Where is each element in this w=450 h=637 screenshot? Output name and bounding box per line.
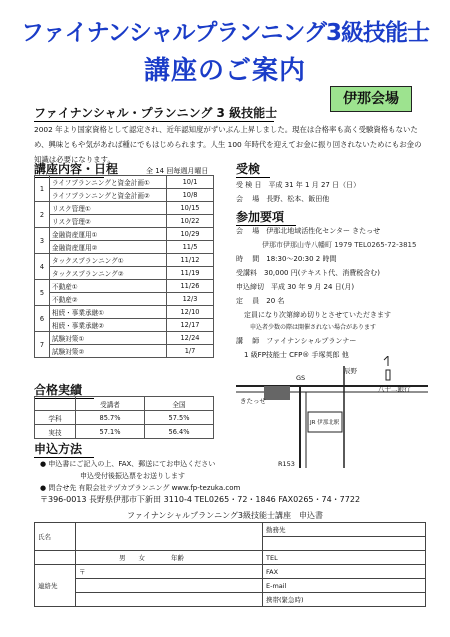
page-subtitle: 講座のご案内 [143, 56, 306, 86]
schedule-group-number: 2 [35, 202, 50, 228]
page-title: ファイナンシャルプランニング3級技能士 [21, 20, 429, 46]
schedule-table [34, 175, 214, 358]
schedule-row [35, 241, 214, 254]
schedule-date: 10/8 [167, 189, 214, 202]
schedule-note: 全 14 回毎週月曜日 [146, 167, 209, 175]
form-age-label: 年齢 [171, 554, 184, 562]
results-cell: 57.1% [76, 425, 145, 439]
map-label-station: JR 伊那北駅 [310, 420, 340, 426]
schedule-date: 10/22 [167, 215, 214, 228]
location-badge: 伊那会場 [330, 86, 412, 112]
schedule-date: 10/15 [167, 202, 214, 215]
results-cell: 57.5% [145, 411, 214, 425]
application-form [34, 522, 426, 607]
participation-capacity-label: 定 員 [236, 297, 260, 305]
apply-heading: 申込方法 [34, 440, 94, 458]
participation-fee-value: 30,000 円(テキスト代、消費税含む) [264, 269, 381, 277]
schedule-topic: 金融資産運用② [50, 241, 167, 254]
schedule-date: 10/1 [167, 176, 214, 189]
participation-lecturer-label: 講 師 [236, 337, 260, 345]
schedule-date: 10/29 [167, 228, 214, 241]
schedule-row [35, 332, 214, 345]
schedule-group-number: 5 [35, 280, 50, 306]
results-cell: 56.4% [145, 425, 214, 439]
participation-deadline-label: 申込締切 [236, 283, 264, 291]
exam-date [236, 180, 360, 190]
participation-capacity-note1: 定員になり次第締め切りとさせていただきます [244, 311, 391, 319]
results-table [34, 396, 214, 439]
schedule-topic: 試験対策① [50, 332, 167, 345]
map-label-hachijunin: 八十二銀行 [378, 385, 411, 393]
form-gender-cell [35, 551, 76, 565]
access-map [236, 356, 428, 468]
schedule-topic: 不動産① [50, 280, 167, 293]
schedule-date: 12/3 [167, 293, 214, 306]
results-cell: 85.7% [76, 411, 145, 425]
schedule-topic: リスク管理① [50, 202, 167, 215]
results-heading: 合格実績 [34, 381, 94, 399]
form-contact-label: 連絡先 [35, 565, 76, 607]
form-mobile-label: 携帯(緊急時) [266, 596, 304, 604]
form-mobile[interactable] [263, 593, 426, 607]
form-gender-age[interactable] [76, 551, 263, 565]
participation-venue-label: 会 場 [236, 227, 260, 235]
schedule-row [35, 254, 214, 267]
participation-heading: 参加要項 [236, 208, 296, 226]
exam-heading: 受検 [236, 160, 270, 178]
form-postal[interactable] [76, 565, 263, 579]
schedule-topic: 不動産② [50, 293, 167, 306]
schedule-row [35, 228, 214, 241]
participation-deadline [236, 282, 354, 292]
schedule-group-number: 4 [35, 254, 50, 280]
map-label-route: R153 [278, 460, 295, 468]
form-address-input2[interactable] [76, 593, 263, 607]
form-tel-label: TEL [266, 553, 278, 562]
schedule-topic: リスク管理② [50, 215, 167, 228]
form-workplace-input[interactable] [263, 537, 426, 551]
form-tel[interactable] [263, 551, 426, 565]
exam-venue-value: 長野、松本、飯田他 [266, 195, 330, 203]
schedule-topic: ライフプランニングと資金計画② [50, 189, 167, 202]
apply-line1: ● 申込書にご記入の上、FAX、郵送にてお申込ください [40, 460, 216, 468]
schedule-row [35, 293, 214, 306]
schedule-group-number: 3 [35, 228, 50, 254]
exam-date-value: 平成 31 年 1 月 27 日（日） [268, 181, 361, 189]
schedule-row [35, 189, 214, 202]
participation-deadline-value: 平成 30 年 9 月 24 日(月) [271, 283, 355, 291]
results-corner [35, 397, 76, 411]
map-label-gs: GS [296, 374, 306, 382]
form-name-input[interactable] [76, 523, 263, 551]
participation-capacity-note2: 申込者少数の際は開催されない場合があります [250, 324, 377, 331]
schedule-row [35, 202, 214, 215]
apply-line3: ● 問合せ先 有限会社テヅカプランニング www.fp-tezuka.com [40, 484, 241, 492]
participation-time [236, 254, 336, 264]
results-col-all: 全国 [145, 397, 214, 411]
schedule-date: 11/26 [167, 280, 214, 293]
schedule-row [35, 267, 214, 280]
form-gender-female[interactable]: 女 [138, 554, 145, 562]
form-name-label: 氏名 [35, 523, 76, 551]
schedule-date: 12/24 [167, 332, 214, 345]
schedule-date: 11/19 [167, 267, 214, 280]
form-workplace-label: 勤務先 [263, 523, 426, 537]
participation-venue [236, 226, 380, 236]
schedule-topic: 相続・事業承継① [50, 306, 167, 319]
schedule-topic: ライフプランニングと資金計画① [50, 176, 167, 189]
intro-text: 2002 年より国家資格として認定され、近年認知度がずいぶん上昇しました。現在は合格率も高く受験資格もないため、興味ともや気があれば種にでもはじめられます。人生 100 年時代を迎えてお金に振り回されないためにもお金の知識は必要になります。 [34, 125, 422, 164]
form-postal-mark: 〒 [79, 568, 86, 576]
contact-address: 〒396-0013 長野県伊那市下新田 3110-4 TEL0265・72・1846 FAX0265・74・7722 [40, 495, 361, 504]
schedule-date: 1/7 [167, 345, 214, 358]
schedule-date: 11/12 [167, 254, 214, 267]
schedule-group-number: 6 [35, 306, 50, 332]
exam-venue [236, 194, 329, 204]
schedule-topic: 相続・事業承継② [50, 319, 167, 332]
access-map-svg [236, 356, 428, 468]
participation-time-value: 18:30～20:30 2 時間 [266, 255, 337, 263]
schedule-row [35, 215, 214, 228]
participation-venue-value: 伊那北地域活性化センター きたっせ [266, 227, 381, 235]
participation-address: 伊那市伊那山寺八幡町 1979 TEL0265-72-3815 [262, 241, 417, 249]
schedule-row [35, 176, 214, 189]
participation-lecturer [236, 336, 356, 346]
exam-venue-label: 会 場 [236, 195, 260, 203]
results-row-label: 学科 [35, 411, 76, 425]
schedule-row [35, 345, 214, 358]
schedule-topic: タックスプランニング① [50, 254, 167, 267]
schedule-group-number: 7 [35, 332, 50, 358]
participation-time-label: 時 間 [236, 255, 260, 263]
schedule-row [35, 280, 214, 293]
form-address-input[interactable] [76, 579, 263, 593]
map-label-hoshiya: 辰野 [344, 367, 357, 375]
form-fax[interactable] [263, 565, 426, 579]
apply-line2: 申込受付後振込票をお送りします [80, 472, 185, 480]
course-name: ファイナンシャル・プランニング 3 級技能士 [34, 106, 278, 120]
schedule-date: 11/5 [167, 241, 214, 254]
results-row-label: 実技 [35, 425, 76, 439]
participation-capacity [236, 296, 284, 306]
schedule-topic: 金融資産運用① [50, 228, 167, 241]
participation-lecturer-detail: 1 級FP技能士 CFP® 手塚英郎 他 [244, 351, 349, 359]
apply-body [40, 458, 250, 494]
exam-date-label: 受 検 日 [236, 181, 262, 189]
participation-capacity-value: 20 名 [266, 297, 285, 305]
participation-fee [236, 268, 380, 278]
schedule-topic: タックスプランニング② [50, 267, 167, 280]
schedule-row [35, 306, 214, 319]
schedule-topic: 試験対策② [50, 345, 167, 358]
map-label-kitasse: きたっせ [240, 397, 266, 405]
schedule-date: 12/10 [167, 306, 214, 319]
schedule-date: 12/17 [167, 319, 214, 332]
schedule-row [35, 319, 214, 332]
form-gender-male[interactable]: 男 [119, 554, 126, 562]
participation-fee-label: 受講料 [236, 269, 257, 277]
schedule-heading: 講座内容・日程 [34, 162, 119, 176]
participation-lecturer-value: ファイナンシャルプランナー [266, 337, 357, 345]
form-email[interactable] [263, 579, 426, 593]
form-title: ファイナンシャルプランニング3級技能士講座 申込書 [126, 511, 323, 520]
schedule-group-number: 1 [35, 176, 50, 202]
form-email-label: E-mail [266, 581, 287, 590]
results-col-examinee: 受講者 [76, 397, 145, 411]
form-fax-label: FAX [266, 567, 279, 576]
